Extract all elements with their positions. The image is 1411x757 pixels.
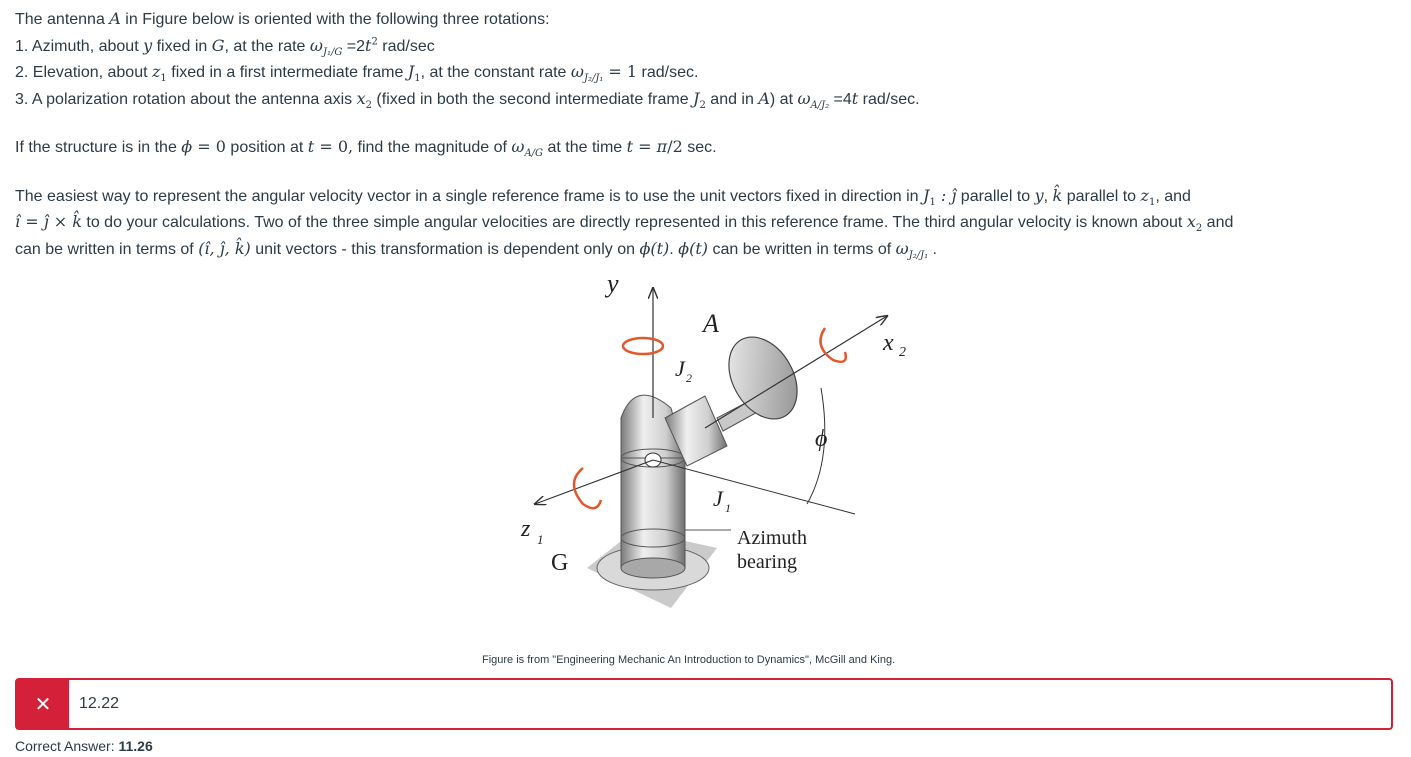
label-x2: x: [883, 330, 894, 356]
label-J2-sub: 2: [686, 371, 692, 385]
label-phi: ϕ: [815, 426, 828, 452]
correct-answer: [15, 738, 153, 754]
label-J1-sub: 1: [725, 501, 731, 515]
figure-caption: Figure is from "Engineering Mechanic An Introduction to Dynamics", McGill and King.: [482, 654, 896, 666]
correct-answer-value: 11.26: [118, 738, 153, 754]
antenna-figure: [495, 268, 925, 646]
label-J2: J: [675, 356, 685, 381]
label-y: y: [607, 269, 619, 298]
label-z1: z: [521, 516, 531, 542]
question-line-1: The antenna A in Figure below is oriented with the following three rotations:: [15, 9, 550, 28]
answer-value: 12.22: [79, 695, 120, 712]
label-J1: J: [713, 486, 723, 511]
rotation-1: 1. Azimuth, about y fixed in G, at the rate $\omega_{J_1/G} =2t^2$ rad/sec: [15, 35, 435, 58]
correct-answer-label: Correct Answer:: [15, 738, 115, 754]
question-prompt: If the structure is in the ϕ = 0 position at t = 0, find the magnitude of $\omega_{A/G}$ at the time t = π/2 sec.: [15, 137, 717, 160]
label-bearing: bearing: [737, 551, 797, 573]
label-azimuth: Azimuth: [737, 527, 807, 549]
incorrect-icon: ✕: [17, 680, 69, 728]
question-text: [15, 6, 1400, 262]
rotation-3: 3. A polarization rotation about the antenna axis $x_2$ (fixed in both the second intermediate frame $J_2$ and in A) at $\omega_{A/J_2} =4t$ rad/sec.: [15, 88, 920, 111]
label-z1-sub: 1: [537, 532, 544, 547]
column: [621, 458, 685, 568]
label-x2-sub: 2: [899, 345, 906, 360]
answer-field[interactable]: [15, 678, 1393, 730]
label-G: G: [551, 550, 569, 576]
hint-paragraph: The easiest way to represent the angular velocity vector in a single reference frame is to use the unit vectors fixed in direction in $J_1$ : ĵ parallel to y, k̂ parallel to $z_1$, and î = ĵ × k̂ to do your calculations. Two of the three simple angular velocities are directly represented in this reference frame. The third angular velocity is known about $x_2$ and can be written in terms of (î, ĵ, k̂) unit vectors - this transformation is dependent only on ϕ(t). ϕ(t) can be written in terms of $\omega_{J_2/J_1}$ .: [15, 185, 1234, 261]
rotation-2: 2. Elevation, about $z_1$ fixed in a first intermediate frame $J_1$, at the constant rate $\omega_{J_2/J_1} = 1$ rad/sec.: [15, 62, 699, 85]
label-A: A: [703, 309, 719, 338]
